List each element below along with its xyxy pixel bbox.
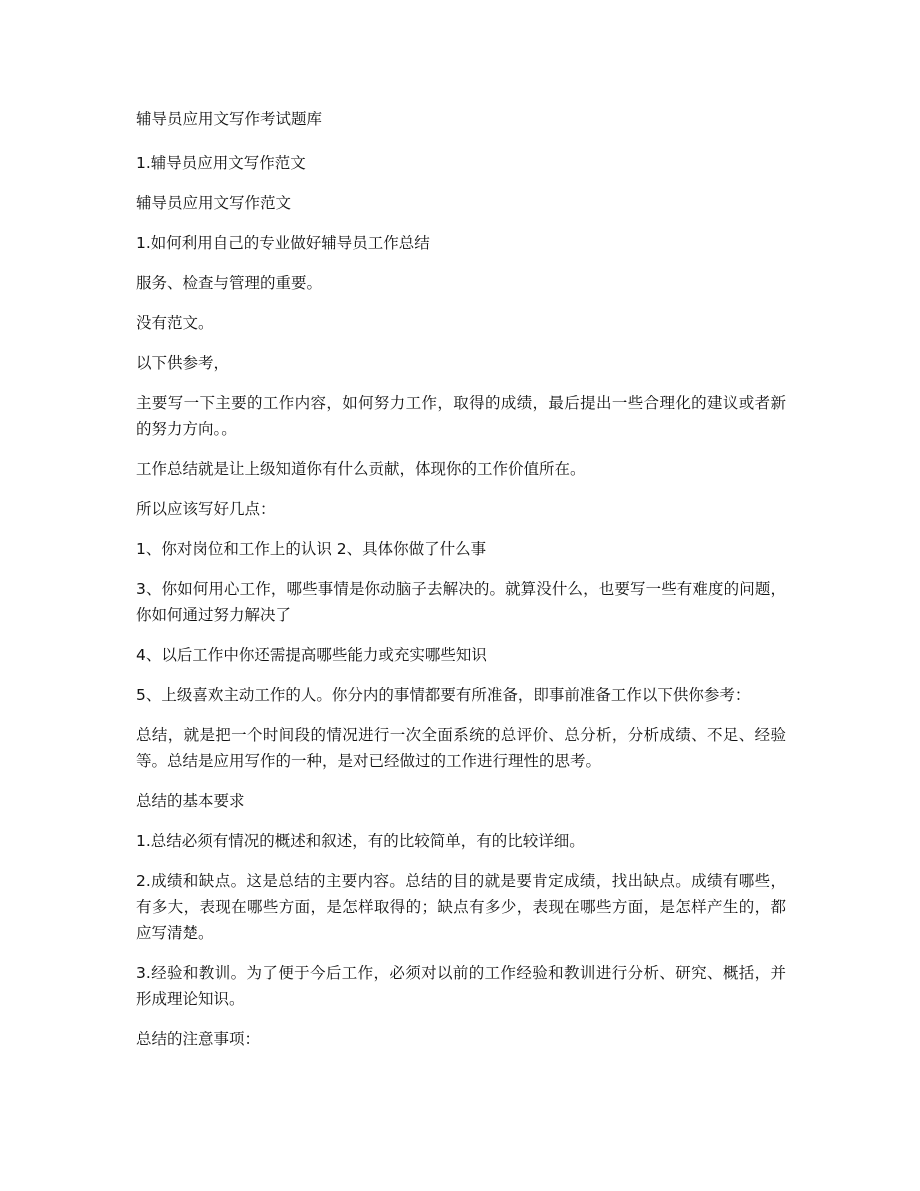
section-heading: 1.辅导员应用文写作范文 [136,154,306,172]
list-item: 1.总结必须有情况的概述和叙述，有的比较简单，有的比较详细。 [136,832,585,850]
subsection-heading: 总结的基本要求 [136,792,245,810]
paragraph: 所以应该写好几点： [136,500,276,518]
list-item: 5、上级喜欢主动工作的人。你分内的事情都要有所准备，即事前准备工作以下供你参考： [136,686,751,704]
paragraph: 总结，就是把一个时间段的情况进行一次全面系统的总评价、总分析，分析成绩、不足、经验等。总结是应用写作的一种，是对已经做过的工作进行理性的思考。 [136,726,786,770]
question-heading: 1.如何利用自己的专业做好辅导员工作总结 [136,234,430,252]
document-body [136,106,786,1066]
paragraph: 工作总结就是让上级知道你有什么贡献，体现你的工作价值所在。 [136,460,586,478]
paragraph: 服务、检查与管理的重要。 [136,274,323,292]
paragraph: 以下供参考， [136,354,230,372]
list-item: 3.经验和教训。为了便于今后工作，必须对以前的工作经验和教训进行分析、研究、概括，并形成理论知识。 [136,964,786,1008]
section-subheading: 辅导员应用文写作范文 [136,194,292,212]
paragraph: 没有范文。 [136,314,214,332]
list-item: 4、以后工作中你还需提高哪些能力或充实哪些知识 [136,646,487,664]
paragraph: 主要写一下主要的工作内容，如何努力工作，取得的成绩，最后提出一些合理化的建议或者新的努力方向。。 [136,394,786,438]
list-item: 1、你对岗位和工作上的认识 2、具体你做了什么事 [136,540,487,558]
subsection-heading: 总结的注意事项： [136,1030,261,1048]
list-item: 2.成绩和缺点。这是总结的主要内容。总结的目的就是要肯定成绩，找出缺点。成绩有哪些，有多大，表现在哪些方面，是怎样取得的；缺点有多少，表现在哪些方面，是怎样产生的，都应写清楚。 [136,872,786,942]
list-item: 3、你如何用心工作，哪些事情是你动脑子去解决的。就算没什么，也要写一些有难度的问题，你如何通过努力解决了 [136,580,786,624]
document-title: 辅导员应用文写作考试题库 [136,110,323,128]
